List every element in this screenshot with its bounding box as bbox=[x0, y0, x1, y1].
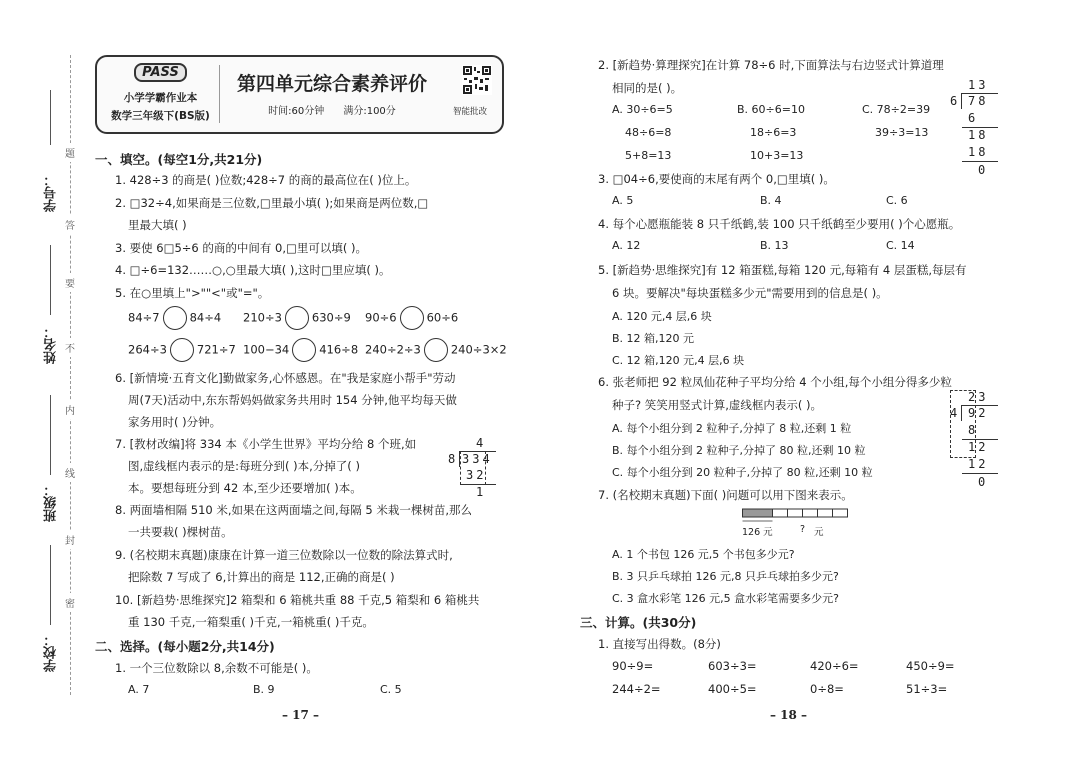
calc-item: 400÷5= bbox=[708, 682, 757, 696]
calc-item: 51÷3= bbox=[906, 682, 948, 696]
calc-item: 90÷9= bbox=[612, 659, 654, 673]
choice-q3-option-a[interactable]: A. 5 bbox=[612, 194, 634, 207]
brand-block bbox=[103, 63, 218, 123]
compare-left: 210÷3 bbox=[243, 310, 282, 325]
ld-bar bbox=[962, 161, 998, 162]
fill-q8-line1: 8. 两面墙相隔 510 米,如果在这两面墙之间,每隔 5 米栽一棵树苗,那么 bbox=[115, 503, 472, 517]
compare-left: 240÷2÷3 bbox=[365, 342, 421, 357]
compare-circle[interactable] bbox=[292, 338, 316, 362]
choice-q4: 4. 每个心愿瓶能装 8 只千纸鹤,装 100 只千纸鹤至少要用( )个心愿瓶。 bbox=[598, 217, 961, 231]
choice-q4-option-a[interactable]: A. 12 bbox=[612, 239, 641, 252]
fill-q5: 5. 在○里填上">""<"或"="。 bbox=[115, 286, 270, 300]
seal-char: 密 bbox=[65, 593, 75, 612]
ld-dividend: 78 bbox=[968, 94, 989, 108]
qr-code-icon[interactable] bbox=[462, 65, 492, 95]
compare-circle[interactable] bbox=[424, 338, 448, 362]
student-id-label: 学号： bbox=[44, 173, 59, 212]
smart-grading-label: 智能批改 bbox=[453, 107, 488, 117]
choice-q7-option-c[interactable]: C. 3 盒水彩笔 126 元,5 盒水彩笔需要多少元? bbox=[612, 592, 839, 605]
seal-char: 线 bbox=[65, 463, 75, 482]
fill-q8-line2: 一共要栽( )棵树苗。 bbox=[128, 525, 233, 539]
seal-char: 封 bbox=[65, 530, 75, 549]
ld-bar bbox=[962, 473, 998, 474]
compare-item bbox=[128, 306, 221, 330]
choice-q4-option-b[interactable]: B. 13 bbox=[760, 239, 789, 252]
choice-q6-option-c[interactable]: C. 每个小组分到 20 粒种子,分掉了 80 粒,还剩 10 粒 bbox=[612, 466, 873, 479]
choice-q3: 3. □04÷6,要使商的末尾有两个 0,□里填( )。 bbox=[598, 172, 835, 186]
full-score: 满分:100分 bbox=[343, 106, 396, 117]
choice-q2-option-a[interactable]: A. 30÷6=5 bbox=[612, 103, 673, 116]
compare-circle[interactable] bbox=[400, 306, 424, 330]
grade-edition: 数学三年级下(BS版) bbox=[111, 110, 210, 122]
seal-char: 内 bbox=[65, 400, 75, 419]
ld-quotient: 4 bbox=[476, 436, 484, 450]
compare-right: 721÷7 bbox=[196, 342, 236, 357]
choice-q5-option-b[interactable]: B. 12 箱,120 元 bbox=[612, 332, 695, 345]
choice-q6-line2: 种子? 笑笑用竖式计算,虚线框内表示( )。 bbox=[612, 398, 823, 412]
compare-item bbox=[128, 338, 236, 362]
student-id-line bbox=[50, 90, 51, 145]
choice-q2-step: 48÷6=8 bbox=[625, 126, 672, 139]
choice-q2-option-b[interactable]: B. 60÷6=10 bbox=[737, 103, 805, 116]
name-label: 姓名： bbox=[44, 325, 59, 364]
choice-q6-option-b[interactable]: B. 每个小组分到 2 粒种子,分掉了 80 粒,还剩 10 粒 bbox=[612, 444, 866, 457]
right-page bbox=[540, 0, 1080, 774]
choice-q5-option-a[interactable]: A. 120 元,4 层,6 块 bbox=[612, 310, 712, 323]
series-name: 小学学霸作业本 bbox=[123, 92, 198, 104]
ld-product: 8 bbox=[968, 423, 976, 437]
compare-item bbox=[365, 338, 507, 362]
ld-dividend: 92 bbox=[968, 406, 989, 420]
compare-circle[interactable] bbox=[285, 306, 309, 330]
fill-q7-line3: 本。要想每班分到 42 本,至少还要增加( )本。 bbox=[128, 481, 362, 495]
binding-margin bbox=[40, 55, 85, 695]
choice-q3-option-b[interactable]: B. 4 bbox=[760, 194, 782, 207]
choice-q3-option-c[interactable]: C. 6 bbox=[886, 194, 908, 207]
long-division-q7 bbox=[448, 436, 498, 502]
choice-q1-option-a[interactable]: A. 7 bbox=[128, 683, 150, 696]
ld-remainder: 0 bbox=[978, 475, 986, 489]
fill-q6-line2: 周(7天)活动中,东东帮妈妈做家务共用时 154 分钟,他平均每天做 bbox=[128, 393, 457, 407]
fill-q7-line2: 图,虚线框内表示的是:每班分到( )本,分掉了( ) bbox=[128, 459, 360, 473]
choice-q1-option-b[interactable]: B. 9 bbox=[253, 683, 275, 696]
compare-item bbox=[243, 338, 358, 362]
tape-label-known: 126 元 bbox=[742, 527, 773, 538]
choice-q2-option-c[interactable]: C. 78÷2=39 bbox=[862, 103, 931, 116]
pass-logo: PASS bbox=[134, 63, 187, 82]
time-limit: 时间:60分钟 bbox=[268, 106, 325, 117]
choice-q2-step: 39÷3=13 bbox=[875, 126, 929, 139]
page-number-right: – 18 – bbox=[770, 708, 808, 722]
choice-q1-option-c[interactable]: C. 5 bbox=[380, 683, 402, 696]
fill-q7-line1: 7. [教材改编]将 334 本《小学生世界》平均分给 8 个班,如 bbox=[115, 437, 417, 451]
page-title: 第四单元综合素养评价 bbox=[236, 73, 427, 95]
choice-q2-step: 18÷6=3 bbox=[750, 126, 797, 139]
fill-q6-line3: 家务用时( )分钟。 bbox=[128, 415, 222, 429]
ld-product: 18 bbox=[968, 145, 989, 159]
fill-q10-line1: 10. [新趋势·思维探究]2 箱梨和 6 箱桃共重 88 千克,5 箱梨和 6 箱桃共 bbox=[115, 593, 480, 607]
ld-divisor: 4 bbox=[950, 406, 958, 420]
choice-q6-option-a[interactable]: A. 每个小组分到 2 粒种子,分掉了 8 粒,还剩 1 粒 bbox=[612, 422, 852, 435]
calc-q1: 1. 直接写出得数。(8分) bbox=[598, 637, 721, 651]
fill-q2-line1: 2. □32÷4,如果商是三位数,□里最小填( );如果商是两位数,□ bbox=[115, 196, 429, 210]
compare-left: 84÷7 bbox=[128, 310, 160, 325]
ld-remainder: 1 bbox=[476, 485, 484, 499]
class-line bbox=[50, 395, 51, 475]
tape-diagram bbox=[742, 508, 852, 541]
compare-right: 240÷3×2 bbox=[450, 342, 507, 357]
choice-q6-line1: 6. 张老师把 92 粒凤仙花种子平均分给 4 个小组,每个小组分得多少粒 bbox=[598, 375, 952, 389]
worksheet-header bbox=[95, 55, 504, 134]
ld-partial: 18 bbox=[968, 128, 989, 142]
long-division-q6 bbox=[950, 390, 1000, 494]
choice-q2-line1: 2. [新趋势·算理探究]在计算 78÷6 时,下面算法与右边竖式计算道理 bbox=[598, 58, 944, 72]
choice-q7: 7. (名校期末真题)下面( )问题可以用下图来表示。 bbox=[598, 488, 853, 502]
calc-item: 244÷2= bbox=[612, 682, 661, 696]
seal-char: 答 bbox=[65, 215, 75, 234]
calc-item: 420÷6= bbox=[810, 659, 859, 673]
ld-bracket bbox=[961, 93, 962, 109]
ld-dividend: 334 bbox=[462, 452, 493, 466]
fill-q1: 1. 428÷3 的商是( )位数;428÷7 的商的最高位在( )位上。 bbox=[115, 173, 417, 187]
compare-right: 60÷6 bbox=[426, 310, 459, 325]
choice-q2-step: 5+8=13 bbox=[625, 149, 672, 162]
fill-q9-line2: 把除数 7 写成了 6,计算出的商是 112,正确的商是( ) bbox=[128, 570, 395, 584]
calc-item: 0÷8= bbox=[810, 682, 844, 696]
seal-char: 不 bbox=[65, 338, 75, 357]
ld-quotient: 23 bbox=[968, 390, 989, 404]
header-divider bbox=[219, 65, 220, 123]
ld-product: 6 bbox=[968, 111, 976, 125]
fill-q2-line2: 里最大填( ) bbox=[128, 218, 187, 232]
school-line bbox=[50, 545, 51, 625]
compare-item bbox=[243, 306, 351, 330]
ld-partial: 12 bbox=[968, 440, 989, 454]
compare-right: 84÷4 bbox=[189, 310, 222, 325]
choice-q5-line2: 6 块。要解决"每块蛋糕多少元"需要用到的信息是( )。 bbox=[612, 286, 888, 300]
compare-left: 90÷6 bbox=[365, 310, 397, 325]
choice-q2-line2: 相同的是( )。 bbox=[612, 81, 683, 95]
choice-q1: 1. 一个三位数除以 8,余数不可能是( )。 bbox=[115, 661, 318, 675]
choice-q4-option-c[interactable]: C. 14 bbox=[886, 239, 915, 252]
section-1-heading: 一、填空。(每空1分,共21分) bbox=[95, 152, 263, 167]
class-label: 班级： bbox=[44, 483, 59, 522]
compare-left: 264÷3 bbox=[128, 342, 167, 357]
choice-q7-option-a[interactable]: A. 1 个书包 126 元,5 个书包多少元? bbox=[612, 548, 795, 561]
compare-left: 100−34 bbox=[243, 342, 290, 357]
ld-divisor: 6 bbox=[950, 94, 958, 108]
ld-quotient: 13 bbox=[968, 78, 989, 92]
choice-q2-step: 10+3=13 bbox=[750, 149, 804, 162]
choice-q5-option-c[interactable]: C. 12 箱,120 元,4 层,6 块 bbox=[612, 354, 745, 367]
long-division-q2 bbox=[950, 78, 1000, 182]
exam-meta bbox=[227, 102, 437, 117]
compare-right: 416÷8 bbox=[319, 342, 359, 357]
tape-label-unknown: ? bbox=[800, 524, 806, 535]
page-number-left: – 17 – bbox=[282, 708, 320, 722]
name-line bbox=[50, 245, 51, 315]
school-label: 学校： bbox=[44, 633, 59, 672]
section-3-heading: 三、计算。(共30分) bbox=[580, 615, 697, 630]
fill-q10-line2: 重 130 千克,一箱梨重( )千克,一箱桃重( )千克。 bbox=[128, 615, 374, 629]
seal-char: 题 bbox=[65, 143, 75, 162]
ld-divisor: 8 bbox=[448, 452, 456, 466]
calc-item: 603÷3= bbox=[708, 659, 757, 673]
compare-right: 630÷9 bbox=[311, 310, 351, 325]
choice-q5-line1: 5. [新趋势·思维探究]有 12 箱蛋糕,每箱 120 元,每箱有 4 层蛋糕,每层有 bbox=[598, 263, 967, 277]
choice-q7-option-b[interactable]: B. 3 只乒乓球拍 126 元,8 只乒乓球拍多少元? bbox=[612, 570, 839, 583]
fill-q3: 3. 要使 6□5÷6 的商的中间有 0,□里可以填( )。 bbox=[115, 241, 368, 255]
compare-item bbox=[365, 306, 458, 330]
fill-q4: 4. □÷6=132……○,○里最大填( ),这时□里应填( )。 bbox=[115, 263, 391, 277]
compare-circle[interactable] bbox=[163, 306, 187, 330]
fill-q9-line1: 9. (名校期末真题)康康在计算一道三位数除以一位数的除法算式时, bbox=[115, 548, 453, 562]
section-2-heading: 二、选择。(每小题2分,共14分) bbox=[95, 639, 275, 654]
ld-remainder: 0 bbox=[978, 163, 986, 177]
compare-circle[interactable] bbox=[170, 338, 194, 362]
ld-product: 32 bbox=[466, 468, 487, 482]
calc-item: 450÷9= bbox=[906, 659, 955, 673]
ld-product: 12 bbox=[968, 457, 989, 471]
seal-char: 要 bbox=[65, 273, 75, 292]
tape-label-unit: 元 bbox=[814, 527, 824, 538]
fill-q6-line1: 6. [新情境·五育文化]勤做家务,心怀感恩。在"我是家庭小帮手"劳动 bbox=[115, 371, 456, 385]
